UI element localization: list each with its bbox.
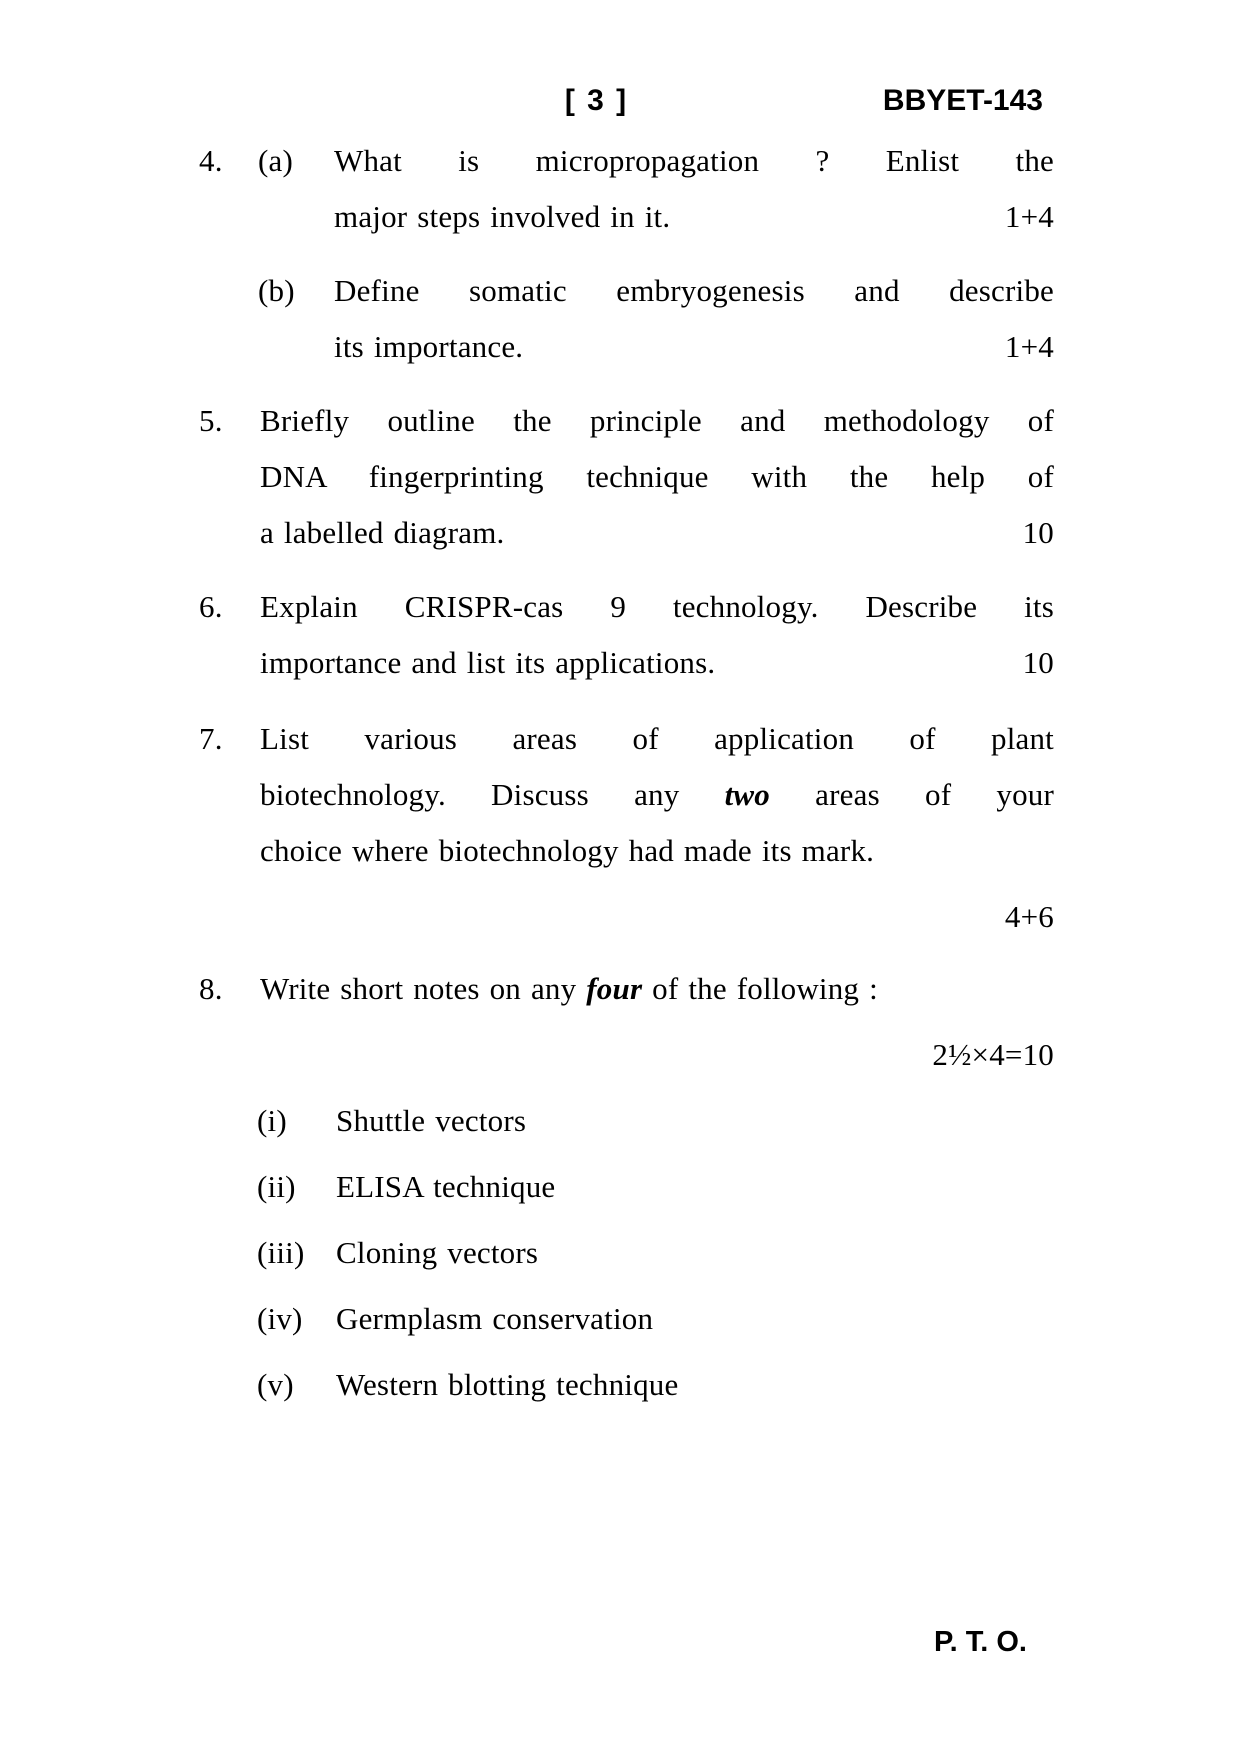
question-4a: [258, 133, 1054, 245]
question-8-marks: 2½×4=10: [932, 1037, 1054, 1072]
question-5: [199, 393, 1054, 561]
question-4b: [258, 263, 1054, 375]
item-3-label: (iii): [257, 1235, 305, 1270]
page-header: [0, 84, 1241, 124]
item-5-text: Western blotting technique: [336, 1367, 679, 1402]
question-4a-line-2: [334, 189, 1054, 245]
list-item: [257, 1225, 1054, 1281]
question-4: [199, 133, 1054, 375]
question-4a-line-1: What is micropropagation ? Enlist the: [334, 143, 1054, 178]
item-4-label: (iv): [257, 1301, 303, 1336]
question-6: [199, 579, 1054, 691]
item-5-label: (v): [257, 1367, 294, 1402]
question-4-number: 4.: [199, 143, 223, 178]
question-6-text: importance and list its applications.: [260, 645, 716, 680]
question-6-marks: 10: [1022, 645, 1054, 680]
item-2-text: ELISA technique: [336, 1169, 556, 1204]
question-7-line-2: [260, 767, 1054, 823]
question-6-line-2: [260, 635, 1054, 691]
question-8-line-1-post: of the following :: [652, 971, 878, 1006]
question-4b-line-1: Define somatic embryogenesis and describe: [334, 273, 1054, 308]
question-8-line-1-pre: Write short notes on any: [260, 971, 577, 1006]
question-6-number: 6.: [199, 589, 223, 624]
question-5-body: [260, 393, 1054, 561]
question-7-body: [260, 711, 1054, 945]
question-4a-text: major steps involved in it.: [334, 199, 671, 234]
item-3-text: Cloning vectors: [336, 1235, 539, 1270]
question-8: [199, 961, 1054, 1413]
item-1-label: (i): [257, 1103, 287, 1138]
question-list: [199, 133, 1054, 1413]
list-item: [257, 1093, 1054, 1149]
question-8-marks-line: [260, 1027, 1054, 1083]
question-4a-marks: 1+4: [1004, 199, 1054, 234]
question-6-body: [260, 579, 1054, 691]
question-7-line-2-pre: biotechnology. Discuss any: [260, 777, 680, 812]
question-6-line-1: Explain CRISPR-cas 9 technology. Describe its: [260, 589, 1054, 624]
question-7: [199, 711, 1054, 945]
list-item: [257, 1357, 1054, 1413]
question-8-number: 8.: [199, 971, 223, 1006]
question-7-line-1: List various areas of application of plant: [260, 721, 1054, 756]
question-7-marks-line: [260, 889, 1054, 945]
list-item: [257, 1159, 1054, 1215]
item-2-label: (ii): [257, 1169, 296, 1204]
question-4b-label: (b): [258, 273, 295, 308]
question-8-line-1: [260, 961, 1054, 1017]
question-5-marks: 10: [1022, 515, 1054, 550]
item-4-text: Germplasm conservation: [336, 1301, 654, 1336]
pto-label: P. T. O.: [934, 1626, 1027, 1658]
item-1-text: Shuttle vectors: [336, 1103, 527, 1138]
page-number: [ 3 ]: [564, 84, 629, 117]
question-4a-label: (a): [258, 143, 294, 178]
question-5-text: a labelled diagram.: [260, 515, 505, 550]
question-8-body: [260, 961, 1054, 1083]
question-7-line-2-post: areas of your: [815, 777, 1055, 812]
question-5-number: 5.: [199, 403, 223, 438]
question-4b-line-2: [334, 319, 1054, 375]
question-7-emphasis-two: two: [724, 777, 770, 812]
question-5-line-2: DNA fingerprinting technique with the help of: [260, 459, 1054, 494]
question-7-line-3: choice where biotechnology had made its mark.: [260, 833, 875, 868]
question-5-line-1: Briefly outline the principle and methodology of: [260, 403, 1054, 438]
question-8-items: [199, 1093, 1054, 1413]
question-5-line-3: [260, 505, 1054, 561]
question-4b-marks: 1+4: [1004, 329, 1054, 364]
paper-code: BBYET-143: [882, 84, 1043, 117]
question-8-emphasis-four: four: [586, 971, 643, 1006]
question-4b-text: its importance.: [334, 329, 524, 364]
question-7-marks: 4+6: [1004, 899, 1054, 934]
question-7-number: 7.: [199, 721, 223, 756]
list-item: [257, 1291, 1054, 1347]
